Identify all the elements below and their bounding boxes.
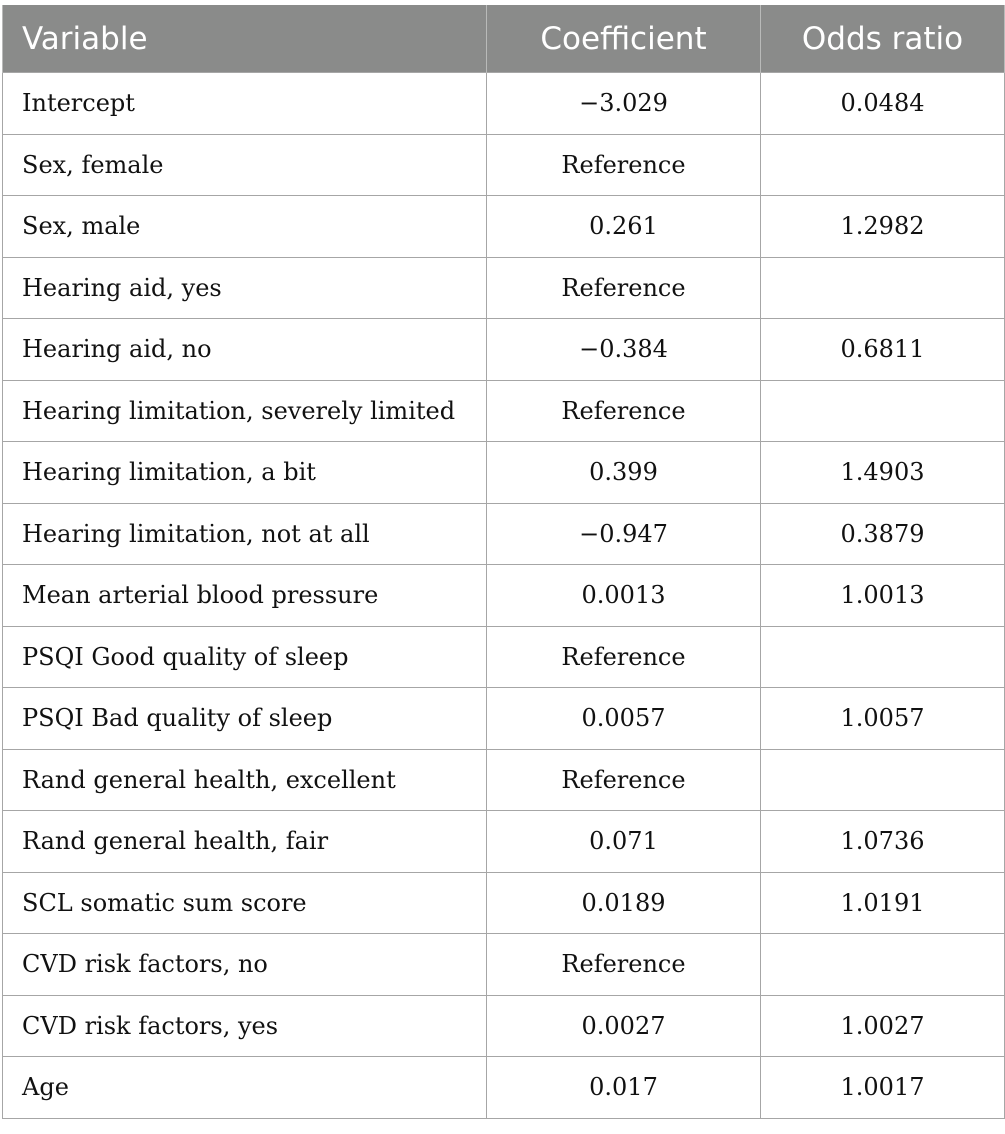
table-row — [3, 565, 1005, 627]
cell-coefficient: 0.399 — [487, 442, 761, 504]
table-row — [3, 380, 1005, 442]
cell-odds-ratio: 0.6811 — [761, 319, 1005, 381]
cell-coefficient: −0.384 — [487, 319, 761, 381]
cell-odds-ratio: 1.0013 — [761, 565, 1005, 627]
table-row — [3, 1057, 1005, 1119]
table-header — [3, 5, 1005, 73]
column-header-variable: Variable — [3, 5, 487, 73]
column-header-coefficient: Coefficient — [487, 5, 761, 73]
table-row — [3, 626, 1005, 688]
cell-coefficient: 0.0189 — [487, 872, 761, 934]
cell-variable: PSQI Bad quality of sleep — [3, 688, 487, 750]
cell-variable: Hearing limitation, severely limited — [3, 380, 487, 442]
table-row — [3, 934, 1005, 996]
cell-coefficient: 0.0057 — [487, 688, 761, 750]
cell-variable: Mean arterial blood pressure — [3, 565, 487, 627]
cell-variable: SCL somatic sum score — [3, 872, 487, 934]
table-row — [3, 749, 1005, 811]
table-row — [3, 503, 1005, 565]
cell-variable: CVD risk factors, no — [3, 934, 487, 996]
cell-coefficient: 0.0027 — [487, 995, 761, 1057]
cell-variable: Rand general health, excellent — [3, 749, 487, 811]
cell-odds-ratio — [761, 257, 1005, 319]
cell-variable: Sex, female — [3, 134, 487, 196]
cell-variable: Intercept — [3, 73, 487, 135]
cell-variable: Hearing limitation, not at all — [3, 503, 487, 565]
table-row — [3, 257, 1005, 319]
cell-odds-ratio — [761, 134, 1005, 196]
table-row — [3, 688, 1005, 750]
cell-odds-ratio: 1.2982 — [761, 196, 1005, 258]
table-row — [3, 134, 1005, 196]
cell-variable: CVD risk factors, yes — [3, 995, 487, 1057]
cell-coefficient: −0.947 — [487, 503, 761, 565]
cell-odds-ratio: 1.4903 — [761, 442, 1005, 504]
cell-variable: Hearing limitation, a bit — [3, 442, 487, 504]
cell-coefficient: 0.071 — [487, 811, 761, 873]
cell-variable: Hearing aid, yes — [3, 257, 487, 319]
cell-odds-ratio — [761, 626, 1005, 688]
cell-odds-ratio: 1.0027 — [761, 995, 1005, 1057]
table-row — [3, 196, 1005, 258]
cell-coefficient: −3.029 — [487, 73, 761, 135]
cell-odds-ratio: 1.0057 — [761, 688, 1005, 750]
column-header-odds-ratio: Odds ratio — [761, 5, 1005, 73]
table-row — [3, 811, 1005, 873]
cell-variable: Sex, male — [3, 196, 487, 258]
table-row — [3, 73, 1005, 135]
cell-odds-ratio: 0.3879 — [761, 503, 1005, 565]
cell-coefficient: Reference — [487, 934, 761, 996]
cell-odds-ratio — [761, 934, 1005, 996]
table-row — [3, 872, 1005, 934]
cell-coefficient: 0.017 — [487, 1057, 761, 1119]
cell-coefficient: Reference — [487, 749, 761, 811]
cell-variable: Age — [3, 1057, 487, 1119]
cell-odds-ratio: 1.0191 — [761, 872, 1005, 934]
cell-odds-ratio — [761, 380, 1005, 442]
cell-coefficient: Reference — [487, 380, 761, 442]
table-row — [3, 319, 1005, 381]
cell-variable: PSQI Good quality of sleep — [3, 626, 487, 688]
table-row — [3, 442, 1005, 504]
cell-coefficient: Reference — [487, 626, 761, 688]
table-row — [3, 995, 1005, 1057]
cell-odds-ratio: 1.0017 — [761, 1057, 1005, 1119]
coefficient-table — [2, 5, 1005, 1119]
cell-coefficient: 0.0013 — [487, 565, 761, 627]
header-row — [3, 5, 1005, 73]
cell-variable: Rand general health, fair — [3, 811, 487, 873]
table-body — [3, 73, 1005, 1119]
cell-odds-ratio: 0.0484 — [761, 73, 1005, 135]
cell-odds-ratio: 1.0736 — [761, 811, 1005, 873]
cell-odds-ratio — [761, 749, 1005, 811]
cell-variable: Hearing aid, no — [3, 319, 487, 381]
cell-coefficient: Reference — [487, 257, 761, 319]
cell-coefficient: Reference — [487, 134, 761, 196]
cell-coefficient: 0.261 — [487, 196, 761, 258]
